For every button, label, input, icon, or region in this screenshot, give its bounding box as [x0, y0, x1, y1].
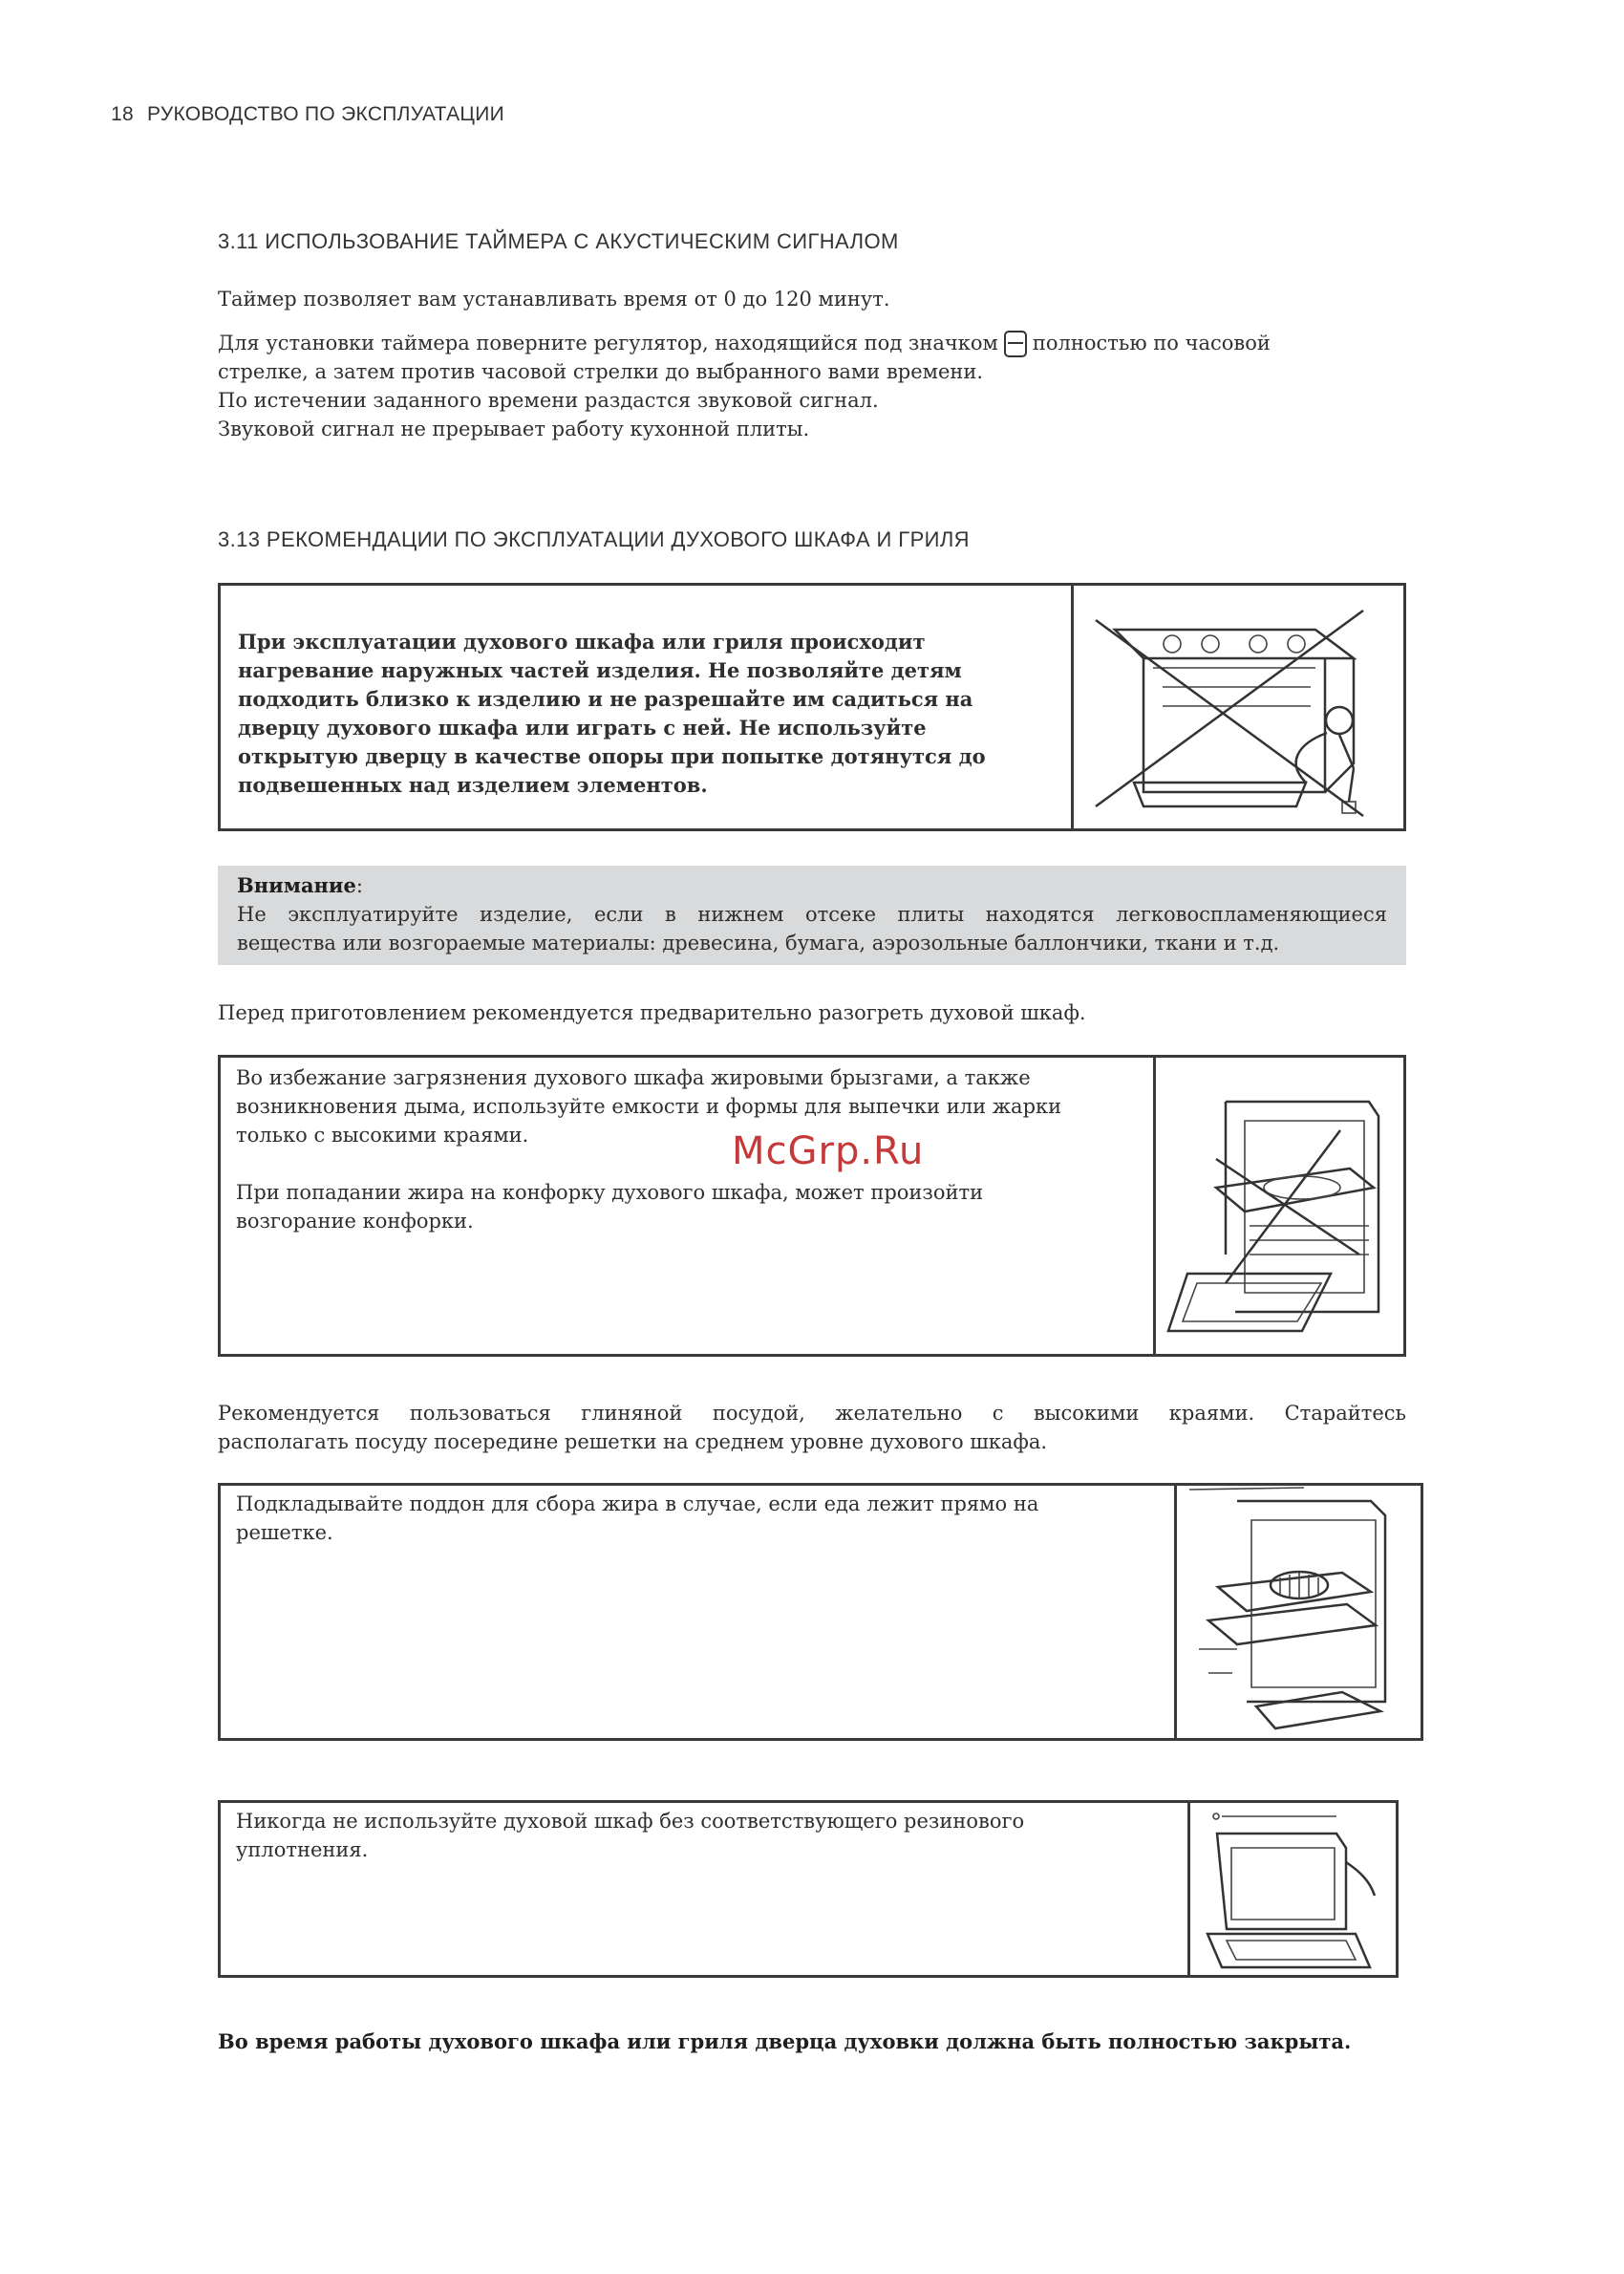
grease-line: возникновения дыма, используйте емкости и формы для выпечки или жарки: [236, 1095, 1062, 1118]
warning-line: подходить близко к изделию и не разрешайте им садиться на: [238, 687, 973, 711]
rubber-seal-line: Никогда не используйте духовой шкаф без соответствующего резинового: [236, 1810, 1025, 1833]
preheat-text: [218, 998, 1421, 1027]
grease-line: только с высокими краями.: [236, 1124, 529, 1147]
clay-line-1: Рекомендуется пользоваться глиняной посудой, желательно с высокими краями. Старайтесь: [218, 1402, 1406, 1425]
preheat-line: Перед приготовлением рекомендуется предварительно разогреть духовой шкаф.: [218, 1001, 1086, 1024]
attention-line-1: Не эксплуатируйте изделие, если в нижнем отсеке плиты находятся легковоспламеняющиеся: [237, 903, 1387, 926]
burner-fire-line: возгорание конфорки.: [236, 1210, 474, 1233]
clay-line-2: располагать посуду посередине решетки на среднем уровне духового шкафа.: [218, 1430, 1048, 1453]
warning-line: При эксплуатации духового шкафа или гриля происходит: [238, 630, 926, 654]
box-divider: [1174, 1486, 1177, 1738]
grease-splatter-text: [236, 1063, 1134, 1235]
timer-icon: [1004, 331, 1027, 357]
warning-line: нагревание наружных частей изделия. Не позволяйте детям: [238, 658, 962, 682]
watermark: McGrp.Ru: [732, 1129, 925, 1173]
attention-title: Внимание: [237, 873, 356, 897]
children-warning-box: [218, 583, 1406, 831]
drip-tray-line: Подкладывайте поддон для сбора жира в случае, если еда лежит прямо на: [236, 1492, 1039, 1515]
warning-line: подвешенных над изделием элементов.: [238, 773, 708, 797]
timer-paragraph-1: [218, 285, 1421, 313]
timer-paragraph-2: [218, 329, 1421, 443]
section-title-timer: 3.11 ИСПОЛЬЗОВАНИЕ ТАЙМЕРА С АКУСТИЧЕСКИМ СИГНАЛОМ: [218, 229, 899, 253]
box-divider: [1187, 1803, 1190, 1975]
timer-instruction-text-2: полностью по часовой: [1032, 332, 1271, 354]
section-title-oven: 3.13 РЕКОМЕНДАЦИИ ПО ЭКСПЛУАТАЦИИ ДУХОВОГО ШКАФА И ГРИЛЯ: [218, 527, 970, 551]
page-header: [111, 103, 504, 126]
page-number: 18: [111, 103, 134, 125]
door-closed-note: [218, 2027, 1421, 2056]
oven-shallow-tray-crossed-illustration: [1159, 1063, 1401, 1350]
rubber-seal-line: уплотнения.: [236, 1838, 369, 1861]
attention-bar: [218, 866, 1406, 965]
rubber-seal-box: [218, 1800, 1399, 1978]
drip-tray-line: решетке.: [236, 1521, 333, 1544]
attention-content: [237, 871, 1387, 957]
timer-note-text: Звуковой сигнал не прерывает работу кухонной плиты.: [218, 418, 810, 440]
children-warning-text: [238, 628, 1059, 800]
oven-door-seal-illustration: [1193, 1805, 1396, 1977]
attention-line-2: вещества или возгораемые материалы: древесина, бумага, аэрозольные баллончики, ткани и т.д.: [237, 932, 1280, 955]
drip-tray-box: [218, 1483, 1423, 1741]
drip-tray-text: [236, 1490, 1153, 1547]
warning-line: открытую дверцу в качестве опоры при попытке дотянутся до: [238, 744, 986, 768]
grease-line: Во избежание загрязнения духового шкафа жировыми брызгами, а также: [236, 1066, 1031, 1089]
child-on-oven-door-illustration: [1077, 591, 1401, 825]
timer-instruction-line2: стрелке, а затем против часовой стрелки до выбранного вами времени.: [218, 360, 984, 383]
clay-cookware-text: [218, 1399, 1406, 1456]
timer-instruction-text: Для установки таймера поверните регулятор, находящийся под значком: [218, 332, 998, 354]
box-divider: [1071, 586, 1074, 828]
header-title: РУКОВОДСТВО ПО ЭКСПЛУАТАЦИИ: [146, 103, 505, 125]
timer-signal-text: По истечении заданного времени раздастся звуковой сигнал.: [218, 389, 879, 412]
burner-fire-line: При попадании жира на конфорку духового шкафа, может произойти: [236, 1181, 984, 1204]
box-divider: [1153, 1058, 1156, 1354]
attention-colon: :: [355, 874, 363, 897]
door-closed-line: Во время работы духового шкафа или гриля дверца духовки должна быть полностью закрыта.: [218, 2029, 1352, 2053]
timer-range-text: Таймер позволяет вам устанавливать время от 0 до 120 минут.: [218, 288, 890, 311]
grease-splatter-box: [218, 1055, 1406, 1357]
oven-drip-tray-illustration: [1180, 1482, 1421, 1742]
rubber-seal-text: [236, 1807, 1191, 1864]
warning-line: дверцу духового шкафа или играть с ней. Не используйте: [238, 716, 927, 740]
